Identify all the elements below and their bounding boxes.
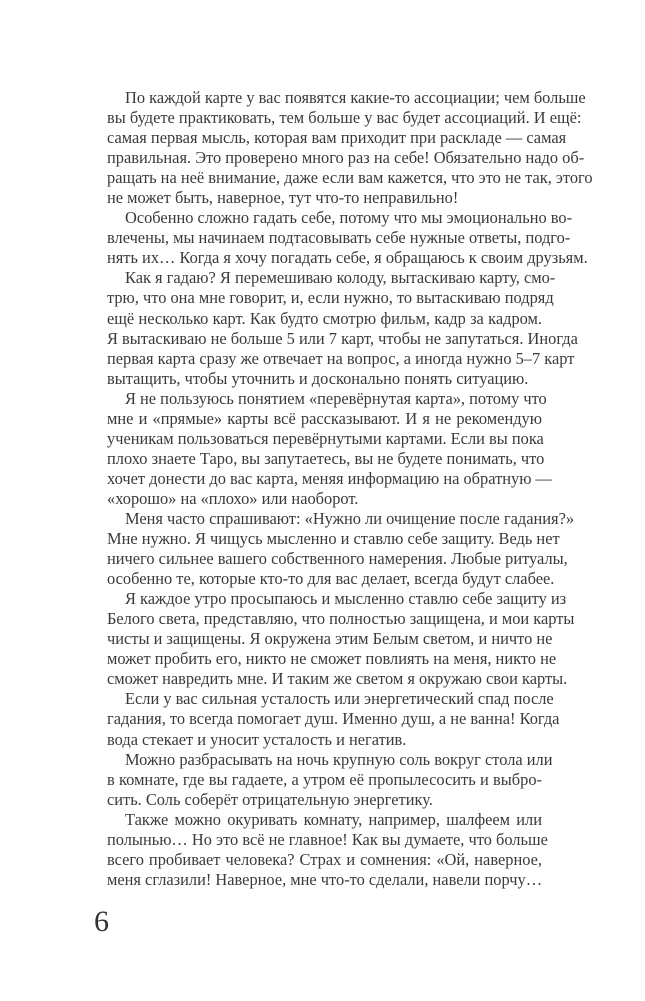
text-line: Меня часто спрашивают: «Нужно ли очищение после гадания?»: [125, 508, 575, 528]
paragraph: [107, 208, 588, 268]
text-line: Мне нужно. Я чищусь мысленно и ставлю себе защиту. Ведь нет: [107, 529, 560, 549]
text-line: По каждой карте у вас появятся какие-то ассоциации; чем больше: [125, 88, 586, 107]
paragraph: [107, 388, 552, 509]
text-line: Если у вас сильная усталость или энергетический спад после: [125, 689, 554, 709]
text-line: нять их… Когда я хочу погадать себе, я обращаюсь к своим друзьям.: [107, 248, 588, 268]
text-line: Также можно окуривать комнату, например, шалфеем или: [125, 809, 542, 829]
text-line: самая первая мысль, которая вам приходит при раскладе — самая: [107, 128, 567, 148]
text-line: плохо знаете Таро, вы запутаетесь, вы не будете понимать, что: [107, 448, 545, 468]
text-line: правильная. Это проверено много раз на себе! Обязательно надо об-: [107, 148, 585, 168]
text-line: Как я гадаю? Я перемешиваю колоду, вытаскиваю карту, смо-: [125, 268, 556, 288]
text-line: полынью… Но это всё не главное! Как вы думаете, что больше: [107, 829, 548, 849]
paragraph: [107, 809, 548, 890]
text-line: хочет донести до вас карта, меняя информацию на обратную —: [107, 468, 552, 488]
text-line: «хорошо» на «плохо» или наоборот.: [107, 488, 359, 508]
text-line: трю, что она мне говорит, и, если нужно, то вытаскиваю подряд: [107, 288, 554, 308]
text-line: ученикам пользоваться перевёрнутыми картами. Если вы пока: [107, 428, 544, 448]
text-line: меня сглазили! Наверное, мне что-то сделали, навели порчу…: [107, 869, 543, 889]
paragraph: [107, 88, 593, 208]
text-line: может пробить его, никто не сможет повлиять на меня, никто не: [107, 649, 557, 669]
text-line: Я не пользуюсь понятием «перевёрнутая карта», потому что: [125, 388, 547, 408]
paragraph: [107, 689, 560, 749]
text-line: гадания, то всегда помогает душ. Именно душ, а не ванна! Когда: [107, 709, 560, 729]
text-line: сможет навредить мне. И таким же светом я окружаю свои карты.: [107, 669, 568, 689]
text-line: вы будете практиковать, тем больше у вас будет ассоциаций. И ещё:: [107, 108, 582, 128]
text-line: ещё несколько карт. Как будто смотрю фильм, кадр за кадром.: [107, 308, 542, 328]
text-line: Белого света, представляю, что полностью защищена, и мои карты: [107, 609, 575, 629]
text-line: особенно те, которые кто-то для вас делает, всегда будут слабее.: [107, 569, 555, 589]
text-line: Я каждое утро просыпаюсь и мысленно ставлю себе защиту из: [125, 589, 567, 609]
text-line: первая карта сразу же отвечает на вопрос, а иногда нужно 5–7 карт: [107, 348, 575, 368]
text-line: ращать на неё внимание, даже если вам кажется, что это не так, этого: [107, 168, 593, 188]
page-number: 6: [94, 905, 109, 938]
text-line: не может быть, наверное, тут что-то неправильно!: [107, 188, 459, 208]
text-line: сить. Соль соберёт отрицательную энергетику.: [107, 789, 433, 809]
text-line: Можно разбрасывать на ночь крупную соль вокруг стола или: [125, 749, 553, 769]
text-line: Особенно сложно гадать себе, потому что мы эмоционально во-: [125, 208, 573, 228]
text-line: мне и «прямые» карты всё рассказывают. И я не рекомендую: [107, 408, 542, 428]
paragraph: [107, 268, 578, 388]
paragraph: [107, 749, 553, 810]
text-line: чисты и защищены. Я окружена этим Белым светом, и ничто не: [107, 629, 553, 649]
text-line: вода стекает и уносит усталость и негатив.: [107, 729, 407, 749]
text-line: Я вытаскиваю не больше 5 или 7 карт, чтобы не запутаться. Иногда: [107, 328, 578, 348]
text-line: влечены, мы начинаем подтасовывать себе нужные ответы, подго-: [107, 228, 571, 248]
text-line: в комнате, где вы гадаете, а утром её пропылесосить и выбро-: [107, 769, 542, 789]
paragraph: [107, 589, 575, 689]
page-body-text: [107, 88, 593, 890]
text-line: ничего сильнее вашего собственного намерения. Любые ритуалы,: [107, 549, 568, 569]
text-line: вытащить, чтобы уточнить и досконально понять ситуацию.: [107, 368, 529, 388]
text-line: всего пробивает человека? Страх и сомнения: «Ой, наверное,: [107, 849, 542, 869]
paragraph: [107, 508, 575, 589]
